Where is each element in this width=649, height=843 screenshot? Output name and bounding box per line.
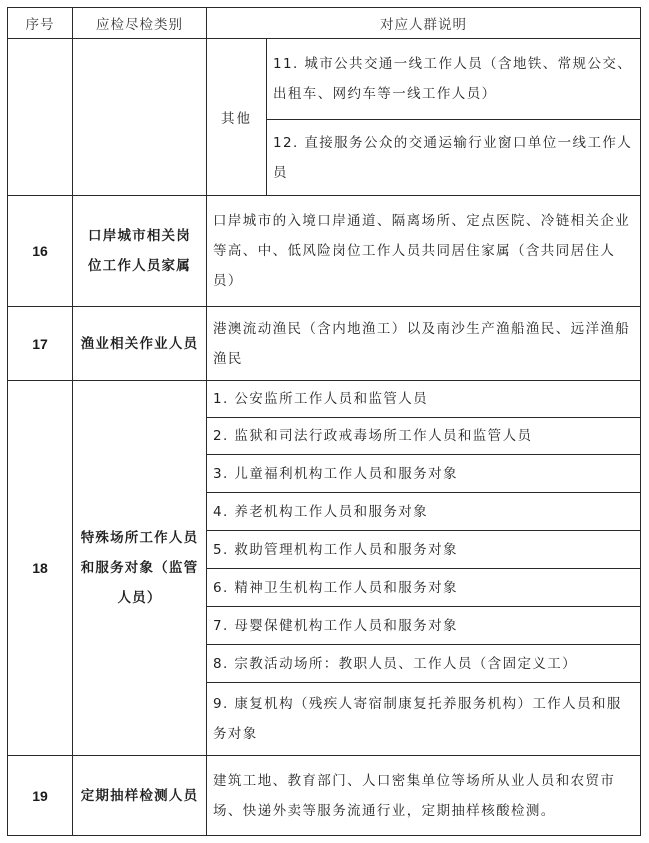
row19-number: 19	[32, 787, 48, 804]
row18-item: 2. 监狱和司法行政戒毒场所工作人员和监管人员	[213, 428, 533, 444]
row19-desc: 建筑工地、教育部门、人口密集单位等场所从业人员和农贸市场、快递外卖等服务流通行业，定期抽样核酸检测。	[213, 772, 616, 819]
row17-category: 渔业相关作业人员	[80, 335, 199, 352]
row18-item: 4. 养老机构工作人员和服务对象	[213, 503, 429, 520]
row18-item: 1. 公安监所工作人员和监管人员	[213, 391, 429, 407]
header-seq: 序号	[25, 17, 55, 33]
table-rule	[640, 7, 641, 836]
row16-number: 16	[32, 243, 48, 259]
row16-category: 口岸城市相关岗位工作人员家属	[88, 228, 191, 274]
row18-item: 9. 康复机构（残疾人寄宿制康复托养服务机构）工作人员和服务对象	[213, 696, 622, 742]
table-rule	[7, 835, 641, 836]
row15-subcategory: 其他	[221, 111, 252, 127]
row16-desc: 口岸城市的入境口岸通道、隔离场所、定点医院、冷链相关企业等高、中、低风险岗位工作人员共同居住家属（含共同居住人员）	[213, 213, 631, 289]
row18-item: 3. 儿童福利机构工作人员和服务对象	[213, 465, 458, 482]
row17-desc: 港澳流动渔民（含内地渔工）以及南沙生产渔船渔民、远洋渔船渔民	[213, 320, 631, 367]
header-desc: 对应人群说明	[380, 17, 467, 33]
row17-number: 17	[32, 335, 48, 352]
row19-category: 定期抽样检测人员	[80, 787, 199, 804]
header-category: 应检尽检类别	[96, 17, 183, 33]
row18-item: 8. 宗教活动场所：教职人员、工作人员（含固定义工）	[213, 655, 578, 672]
testing-category-table	[7, 7, 641, 836]
table-rule	[72, 7, 73, 836]
row18-item: 5. 救助管理机构工作人员和服务对象	[213, 541, 458, 558]
row18-item: 6. 精神卫生机构工作人员和服务对象	[213, 579, 458, 596]
row15-item: 11. 城市公共交通一线工作人员（含地铁、常规公交、出租车、网约车等一线工作人员）	[273, 56, 633, 102]
row18-item: 7. 母婴保健机构工作人员和服务对象	[213, 617, 458, 634]
row18-category: 特殊场所工作人员和服务对象（监管人员）	[80, 530, 199, 606]
row18-number: 18	[32, 560, 48, 576]
row15-item: 12. 直接服务公众的交通运输行业窗口单位一线工作人员	[273, 134, 633, 181]
